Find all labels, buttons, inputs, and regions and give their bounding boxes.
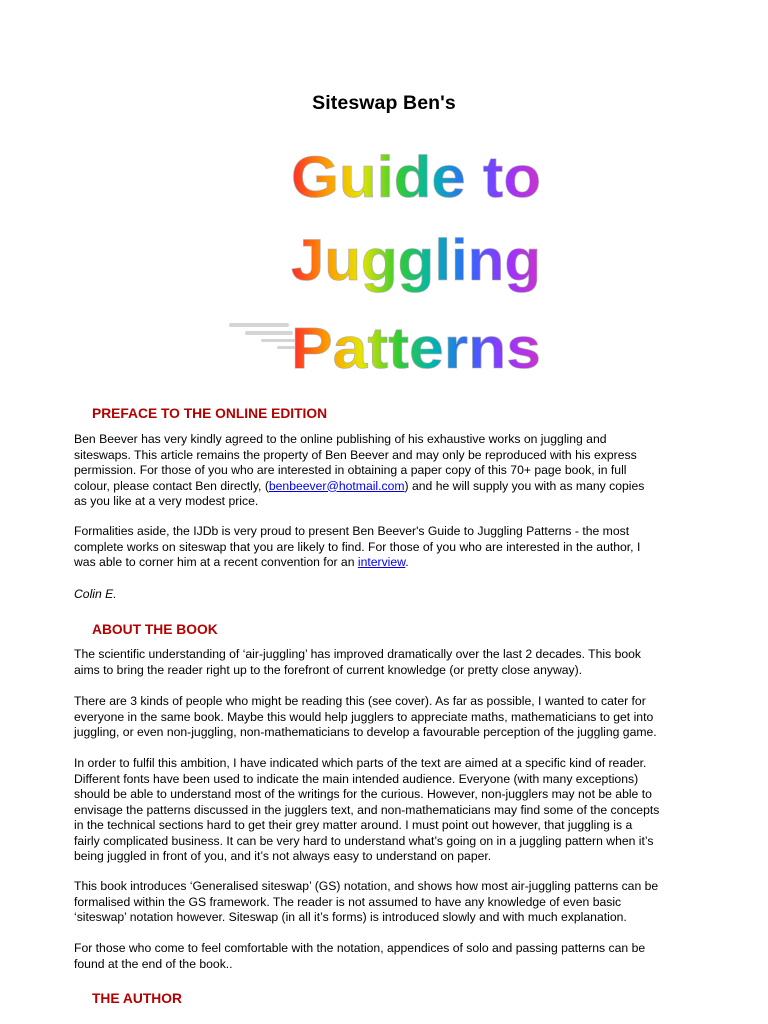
preface-heading: PREFACE TO THE ONLINE EDITION xyxy=(92,406,328,421)
author-heading: THE AUTHOR xyxy=(92,991,182,1006)
about-paragraph-5: For those who come to feel comfortable with the notation, appendices of solo and passing patterns can be found at the end of the book.. xyxy=(74,941,646,971)
logo-line-3: Patterns xyxy=(291,316,541,380)
preface-paragraph-1: Ben Beever has very kindly agreed to the online publishing of his exhaustive works on juggling and siteswaps. This article remains the property of Ben Beever and may only be reproduced with his express permission. For those of you who are interested in obtaining a paper copy of this 70+ page book, in full colour, please contact Ben directly, (benbeever@hotmail.com) and he will supply you with as many copies as you like at a very modest price. xyxy=(74,432,645,508)
logo-shadow xyxy=(229,323,295,349)
document-title: Siteswap Ben's xyxy=(312,92,456,114)
about-paragraph-1: The scientific understanding of ‘air-juggling’ has improved dramatically over the last 2 decades. This book aims to bring the reader right up to the forefront of current knowledge (or pretty close anyway). xyxy=(74,647,642,677)
about-paragraph-2: There are 3 kinds of people who might be reading this (see cover). As far as possible, I wanted to cater for everyone in the same book. Maybe this would help jugglers to appreciate maths, mathematicians to get into juggling, or even non-juggling, non-mathematicians to develop a favourable perception of the juggling game. xyxy=(74,694,657,739)
email-link[interactable]: benbeever@hotmail.com xyxy=(268,478,405,493)
signature: Colin E. xyxy=(74,587,117,601)
about-paragraph-4: This book introduces ‘Generalised siteswap’ (GS) notation, and shows how most air-juggling patterns can be formalised within the GS framework. The reader is not assumed to have any knowledge of even basic ‘siteswap’ notation however. Siteswap (in all it’s forms) is introduced slowly and with much explanation. xyxy=(74,879,659,924)
logo-line-2: Juggling xyxy=(291,228,541,293)
logo-line-1: Guide to xyxy=(291,145,541,210)
preface-paragraph-2: Formalities aside, the IJDb is very proud to present Ben Beever's Guide to Juggling Patterns - the most complete works on siteswap that you are likely to find. For those of you who are interested in the author, I was able to corner him at a recent convention for an interview. xyxy=(74,524,641,569)
about-heading: ABOUT THE BOOK xyxy=(92,622,218,637)
rainbow-title-logo xyxy=(225,140,555,380)
interview-link[interactable]: interview xyxy=(357,555,406,569)
about-paragraph-3: In order to fulfil this ambition, I have indicated which parts of the text are aimed at a specific kind of reader. Different fonts have been used to indicate the main intended audience. Everyone (with many exceptions) should be able to understand most of the writings for the curious. However, non-jugglers may not be able to envisage the patterns discussed in the jugglers text, and non-mathematicians may find some of the concepts in the technical sections hard to get their grey matter around. I must point out however, that juggling is a fairly complicated business. It can be very hard to understand what’s going on in a juggling pattern when it’s being juggled in front of you, and it’s not always easy to understand on paper. xyxy=(74,756,660,863)
